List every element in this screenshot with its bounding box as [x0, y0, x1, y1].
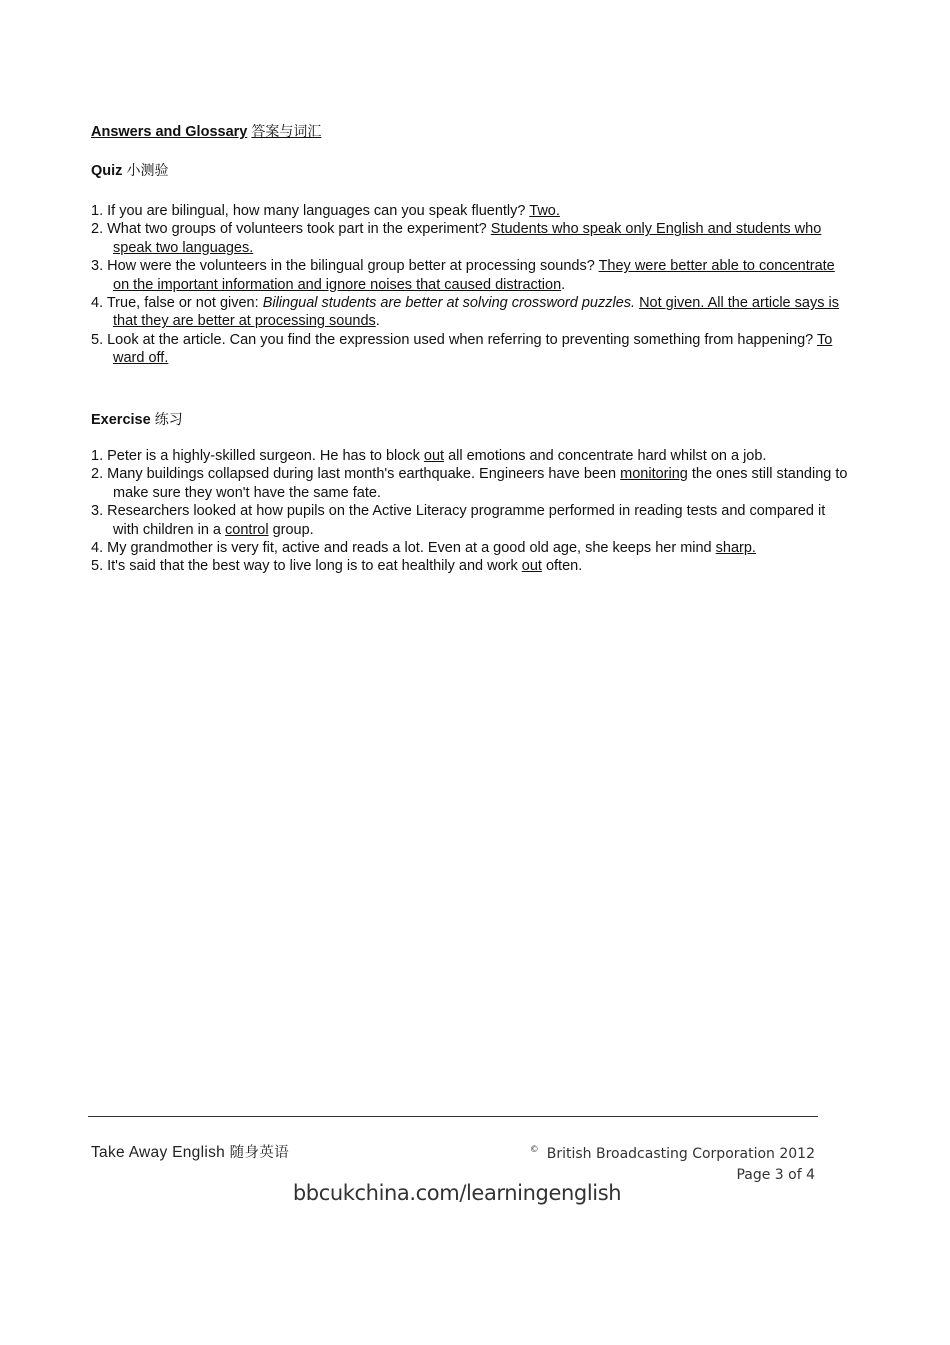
exercise-item-2	[91, 465, 851, 502]
brand-cn: 随身英语	[229, 1145, 289, 1161]
quiz-question: 1. If you are bilingual, how many languages can you speak fluently?	[91, 203, 526, 219]
page-number: Page 3 of 4	[736, 1167, 815, 1183]
quiz-statement: Bilingual students are better at solving crossword puzzles.	[262, 295, 636, 312]
quiz-question: 2. What two groups of volunteers took part in the experiment?	[91, 221, 487, 238]
exercise-text: 2. Many buildings collapsed during last month's earthquake. Engineers have been	[91, 466, 617, 483]
quiz-heading-en: Quiz	[91, 163, 123, 179]
quiz-item-1	[91, 202, 851, 220]
quiz-item-2	[91, 220, 851, 257]
quiz-answer-end: .	[561, 276, 566, 293]
exercise-text: 1. Peter is a highly-skilled surgeon. He has to block	[91, 448, 420, 464]
exercise-answer: sharp.	[715, 540, 756, 557]
footer-brand	[91, 1141, 289, 1162]
quiz-item-4	[91, 294, 851, 331]
exercise-text: 3. Researchers looked at how pupils on the Active Literacy programme performed in reading tests and compared it with children in a	[91, 503, 826, 538]
exercise-text-end: often.	[545, 558, 583, 575]
exercise-list	[91, 447, 851, 576]
quiz-answer: Two.	[529, 203, 560, 219]
page-title	[91, 121, 321, 141]
quiz-answer: Not given. All the article says is that they are better at processing sounds	[113, 295, 839, 330]
quiz-list	[91, 202, 851, 368]
exercise-answer: out	[521, 558, 542, 575]
quiz-heading	[91, 160, 168, 180]
quiz-question: 4. True, false or not given:	[91, 295, 259, 312]
quiz-heading-cn: 小测验	[126, 163, 169, 179]
exercise-item-5	[91, 557, 851, 575]
title-en: Answers and Glossary	[91, 124, 248, 140]
copyright-symbol: ©	[529, 1145, 539, 1155]
copyright-line	[530, 1140, 815, 1165]
quiz-answer-end: .	[375, 313, 380, 330]
exercise-answer: control	[225, 521, 269, 538]
footer-divider	[88, 1116, 818, 1117]
exercise-heading-cn: 练习	[154, 412, 183, 428]
exercise-text: 5. It's said that the best way to live long is to eat healthily and work	[91, 558, 518, 575]
exercise-text-end: group.	[272, 521, 314, 538]
quiz-item-3	[91, 257, 851, 294]
quiz-question: 5. Look at the article. Can you find the expression used when referring to preventing something from happening?	[91, 331, 814, 348]
exercise-heading	[91, 409, 183, 429]
quiz-item-5	[91, 331, 851, 368]
exercise-text-end: all emotions and concentrate hard whilst on a job.	[448, 448, 767, 464]
exercise-answer: out	[423, 448, 445, 464]
quiz-answer: Students who speak only English and students who speak two languages.	[113, 221, 822, 256]
copyright-text: British Broadcasting Corporation 2012	[546, 1146, 815, 1162]
brand-en: Take Away English	[91, 1144, 226, 1161]
title-cn: 答案与词汇	[251, 124, 322, 140]
exercise-heading-en: Exercise	[91, 412, 151, 428]
quiz-question: 3. How were the volunteers in the bilingual group better at processing sounds?	[91, 258, 595, 275]
exercise-item-1	[91, 447, 851, 465]
quiz-answer: To ward off.	[113, 331, 833, 367]
quiz-answer: They were better able to concentrate on the important information and ignore noises that caused distraction	[113, 258, 835, 293]
footer-copyright	[530, 1140, 815, 1186]
exercise-item-3	[91, 502, 851, 539]
footer-url: bbcukchina.com/learningenglish	[292, 1181, 622, 1205]
exercise-text: 4. My grandmother is very fit, active and reads a lot. Even at a good old age, she keeps her mind	[91, 540, 712, 557]
exercise-answer: monitoring	[620, 466, 688, 483]
exercise-item-4	[91, 539, 851, 557]
exercise-text-end: the ones still standing to make sure they won't have the same fate.	[113, 466, 848, 501]
